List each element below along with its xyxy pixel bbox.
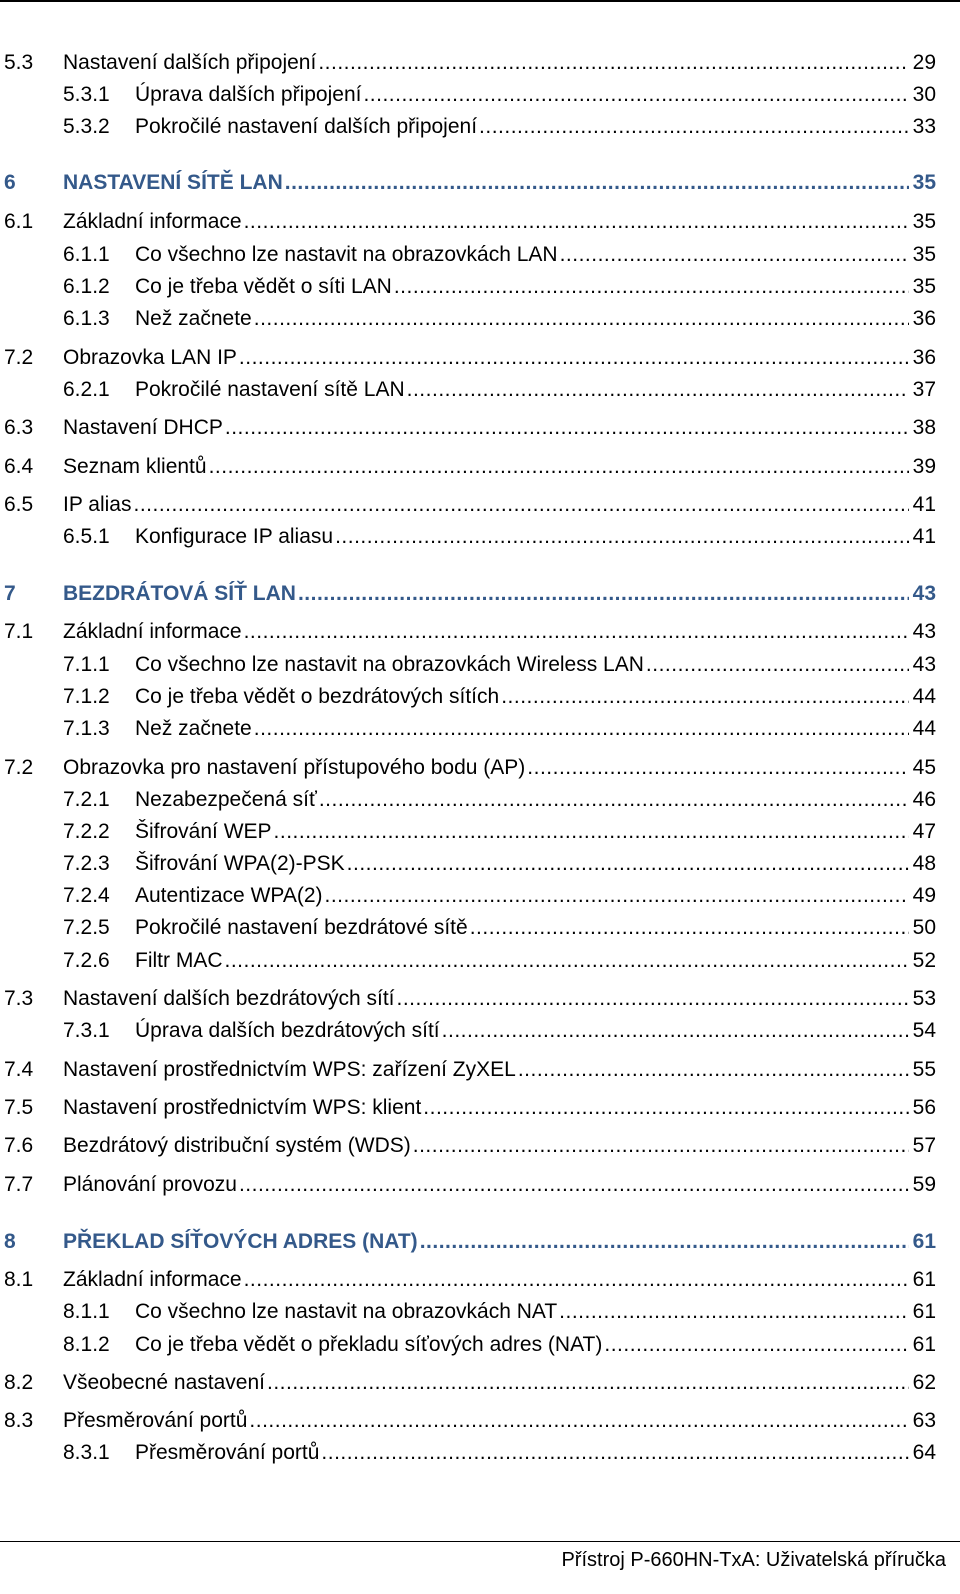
toc-entry[interactable] [0,112,960,142]
toc-entry-title: Než začnete [135,717,252,740]
toc-entry[interactable] [0,1131,960,1161]
dot-leader [407,375,909,405]
dot-leader [254,304,909,334]
toc-entry-number: 8.1 [4,1268,34,1291]
toc-entry-page: 35 [912,210,936,233]
toc-entry-page: 35 [912,243,936,266]
toc-entry-number: 7.1 [4,620,34,643]
toc-entry-page: 43 [912,582,936,605]
toc-entry-number: 6 [4,171,16,194]
toc-entry-page: 39 [912,455,936,478]
toc-entry[interactable] [0,682,960,712]
toc-entry-title: Šifrování WEP [135,820,272,843]
dot-leader [249,1406,908,1436]
toc-entry[interactable] [0,617,960,647]
toc-entry-page: 54 [912,1019,936,1042]
toc-entry-page: 37 [912,378,936,401]
toc-entry[interactable] [0,946,960,976]
toc-entry-title: Nastavení dalších připojení [63,51,317,74]
toc-entry-title: Seznam klientů [63,455,207,478]
toc-entry-number: 6.1.1 [63,243,110,266]
toc-entry-number: 7.4 [4,1058,34,1081]
toc-entry-number: 6.4 [4,455,34,478]
toc-entry-page: 41 [912,493,936,516]
dot-leader [335,522,909,552]
toc-entry-page: 59 [912,1173,936,1196]
toc-entry[interactable] [0,240,960,270]
toc-entry[interactable] [0,881,960,911]
dot-leader [423,1093,908,1123]
toc-entry[interactable] [0,849,960,879]
toc-entry-page: 64 [912,1441,936,1464]
toc-entry-page: 48 [912,852,936,875]
toc-entry-title: Úprava dalších připojení [135,83,362,106]
dot-leader [470,913,909,943]
toc-entry-page: 33 [912,115,936,138]
dot-leader [321,1438,908,1468]
toc-entry-page: 30 [912,83,936,106]
toc-entry-page: 35 [912,275,936,298]
toc-entry-title: BEZDRÁTOVÁ SÍŤ LAN [63,582,296,605]
toc-entry[interactable] [0,490,960,520]
dot-leader [413,1131,909,1161]
toc-entry-title: Obrazovka pro nastavení přístupového bodu (AP) [63,756,526,779]
toc-entry-page: 61 [912,1230,936,1253]
toc-entry-number: 7.1.2 [63,685,110,708]
toc-entry-title: Obrazovka LAN IP [63,346,237,369]
toc-entry-number: 7.7 [4,1173,34,1196]
toc-entry[interactable] [0,272,960,302]
toc-entry[interactable] [0,1170,960,1200]
toc-entry[interactable] [0,1438,960,1468]
dot-leader [646,650,909,680]
toc-entry-page: 50 [912,916,936,939]
toc-entry-number: 7.2.1 [63,788,110,811]
toc-entry-title: Bezdrátový distribuční systém (WDS) [63,1134,411,1157]
toc-entry[interactable] [0,753,960,783]
toc-entry-title: Co všechno lze nastavit na obrazovkách Wireless LAN [135,653,644,676]
dot-leader [239,1170,909,1200]
toc-entry-title: Co všechno lze nastavit na obrazovkách LAN [135,243,558,266]
toc-entry-number: 7.3 [4,987,34,1010]
dot-leader [225,946,909,976]
toc-entry-title: Nastavení prostřednictvím WPS: zařízení ZyXEL [63,1058,516,1081]
dot-leader [604,1330,908,1360]
toc-entry[interactable] [0,207,960,237]
toc-entry-number: 6.5.1 [63,525,110,548]
toc-entry-title: Plánování provozu [63,1173,237,1196]
toc-entry-page: 62 [912,1371,936,1394]
toc-entry-title: Základní informace [63,210,242,233]
toc-entry-page: 36 [912,346,936,369]
toc-entry-number: 7.1.3 [63,717,110,740]
toc-entry-number: 8.1.1 [63,1300,110,1323]
toc-entry-page: 61 [912,1300,936,1323]
footer-rule [0,1541,960,1542]
toc-entry-number: 7.6 [4,1134,34,1157]
toc-entry-page: 55 [912,1058,936,1081]
dot-leader [134,490,909,520]
toc-entry-number: 7.2.6 [63,949,110,972]
toc-entry[interactable] [0,1406,960,1436]
toc-entry-page: 43 [912,653,936,676]
dot-leader [518,1055,909,1085]
toc-entry[interactable] [0,413,960,443]
toc-entry-page: 41 [912,525,936,548]
toc-entry-number: 7.3.1 [63,1019,110,1042]
dot-leader [363,80,908,110]
dot-leader [298,579,909,609]
toc-entry-title: Než začnete [135,307,252,330]
toc-entry-number: 7.5 [4,1096,34,1119]
dot-leader [239,343,909,373]
top-rule [0,0,960,2]
toc-entry-title: Nastavení DHCP [63,416,223,439]
toc-entry-title: Pokročilé nastavení bezdrátové sítě [135,916,468,939]
toc-entry-page: 36 [912,307,936,330]
toc-entry-number: 6.1.3 [63,307,110,330]
toc-entry-number: 6.1.2 [63,275,110,298]
toc-entry-title: Co všechno lze nastavit na obrazovkách NAT [135,1300,558,1323]
toc-entry-title: Pokročilé nastavení dalších připojení [135,115,478,138]
toc-entry-title: Nezabezpečená síť [135,788,317,811]
dot-leader [244,617,909,647]
dot-leader [225,413,909,443]
dot-leader [420,1227,909,1257]
toc-entry-page: 61 [912,1333,936,1356]
toc-entry-number: 8.3.1 [63,1441,110,1464]
toc-entry-title: Autentizace WPA(2) [135,884,323,907]
toc-entry[interactable] [0,1055,960,1085]
toc-entry[interactable] [0,375,960,405]
toc-entry-page: 52 [912,949,936,972]
toc-entry-number: 7.1.1 [63,653,110,676]
toc-entry-page: 57 [912,1134,936,1157]
dot-leader [560,240,909,270]
toc-entry-number: 7.2.4 [63,884,110,907]
dot-leader [325,881,909,911]
dot-leader [442,1016,909,1046]
toc-entry-page: 46 [912,788,936,811]
dot-leader [209,452,909,482]
dot-leader [267,1368,909,1398]
toc-entry-title: Nastavení dalších bezdrátových sítí [63,987,395,1010]
toc-entry-page: 44 [912,685,936,708]
toc-chapter-entry[interactable] [0,579,960,609]
toc-entry-page: 35 [912,171,936,194]
toc-entry[interactable] [0,48,960,78]
toc-entry-number: 5.3 [4,51,34,74]
toc-entry-title: Co je třeba vědět o překladu síťových adres (NAT) [135,1333,603,1356]
dot-leader [244,207,909,237]
toc-entry-number: 6.2.1 [63,378,110,401]
toc-entry-number: 6.1 [4,210,34,233]
toc-entry[interactable] [0,1093,960,1123]
toc-entry-number: 8.3 [4,1409,34,1432]
dot-leader [319,785,909,815]
toc-entry[interactable] [0,1016,960,1046]
toc-entry-page: 38 [912,416,936,439]
toc-entry-title: Šifrování WPA(2)-PSK [135,852,345,875]
toc-entry-number: 8.1.2 [63,1333,110,1356]
toc-chapter-entry[interactable] [0,168,960,198]
toc-entry-number: 7 [4,582,16,605]
toc-entry-page: 49 [912,884,936,907]
toc-entry-number: 6.3 [4,416,34,439]
toc-entry-page: 44 [912,717,936,740]
page-footer: Přístroj P-660HN-TxA: Uživatelská příručka [561,1549,946,1571]
toc-entry-title: Co je třeba vědět o bezdrátových sítích [135,685,500,708]
toc-entry-title: IP alias [63,493,132,516]
dot-leader [244,1265,909,1295]
toc-entry[interactable] [0,1368,960,1398]
toc-entry-page: 53 [912,987,936,1010]
toc-entry-title: Konfigurace IP aliasu [135,525,334,548]
toc-entry[interactable] [0,1265,960,1295]
toc-entry-title: Přesměrování portů [135,1441,320,1464]
toc-entry-number: 7.2.3 [63,852,110,875]
toc-entry-page: 63 [912,1409,936,1432]
toc-entry[interactable] [0,452,960,482]
dot-leader [254,714,909,744]
toc-entry[interactable] [0,817,960,847]
toc-entry-number: 7.2 [4,346,34,369]
toc-entry-number: 7.2.2 [63,820,110,843]
toc-entry-number: 7.2.5 [63,916,110,939]
toc-entry[interactable] [0,80,960,110]
toc-entry-title: Základní informace [63,620,242,643]
toc-entry-title: Přesměrování portů [63,1409,248,1432]
dot-leader [274,817,909,847]
dot-leader [318,48,908,78]
toc-entry-number: 5.3.2 [63,115,110,138]
toc-entry-title: PŘEKLAD SÍŤOVÝCH ADRES (NAT) [63,1230,418,1253]
dot-leader [397,984,909,1014]
toc-entry-number: 8.2 [4,1371,34,1394]
toc-entry[interactable] [0,522,960,552]
toc-entry-page: 47 [912,820,936,843]
toc-entry-number: 6.5 [4,493,34,516]
toc-entry-title: Pokročilé nastavení sítě LAN [135,378,405,401]
toc-entry[interactable] [0,913,960,943]
toc-entry[interactable] [0,1297,960,1327]
toc-entry[interactable] [0,304,960,334]
dot-leader [479,112,909,142]
toc-entry[interactable] [0,343,960,373]
toc-entry-title: Základní informace [63,1268,242,1291]
dot-leader [285,168,909,198]
dot-leader [347,849,909,879]
toc-entry[interactable] [0,714,960,744]
toc-entry-title: Nastavení prostřednictvím WPS: klient [63,1096,422,1119]
toc-entry-page: 43 [912,620,936,643]
toc-entry[interactable] [0,785,960,815]
dot-leader [559,1297,908,1327]
toc-entry-page: 61 [912,1268,936,1291]
toc-entry-title: Úprava dalších bezdrátových sítí [135,1019,440,1042]
toc-entry-page: 45 [912,756,936,779]
toc-entry-title: Filtr MAC [135,949,223,972]
toc-entry[interactable] [0,650,960,680]
toc-entry-page: 56 [912,1096,936,1119]
dot-leader [501,682,908,712]
toc-entry-number: 8 [4,1230,16,1253]
toc-entry[interactable] [0,984,960,1014]
toc-chapter-entry[interactable] [0,1227,960,1257]
toc-entry-title: Co je třeba vědět o síti LAN [135,275,392,298]
toc-entry-title: NASTAVENÍ SÍTĚ LAN [63,171,283,194]
toc-entry-title: Všeobecné nastavení [63,1371,265,1394]
toc-entry[interactable] [0,1330,960,1360]
toc-entry-number: 5.3.1 [63,83,110,106]
dot-leader [527,753,908,783]
toc-entry-page: 29 [912,51,936,74]
toc-entry-number: 7.2 [4,756,34,779]
dot-leader [394,272,909,302]
